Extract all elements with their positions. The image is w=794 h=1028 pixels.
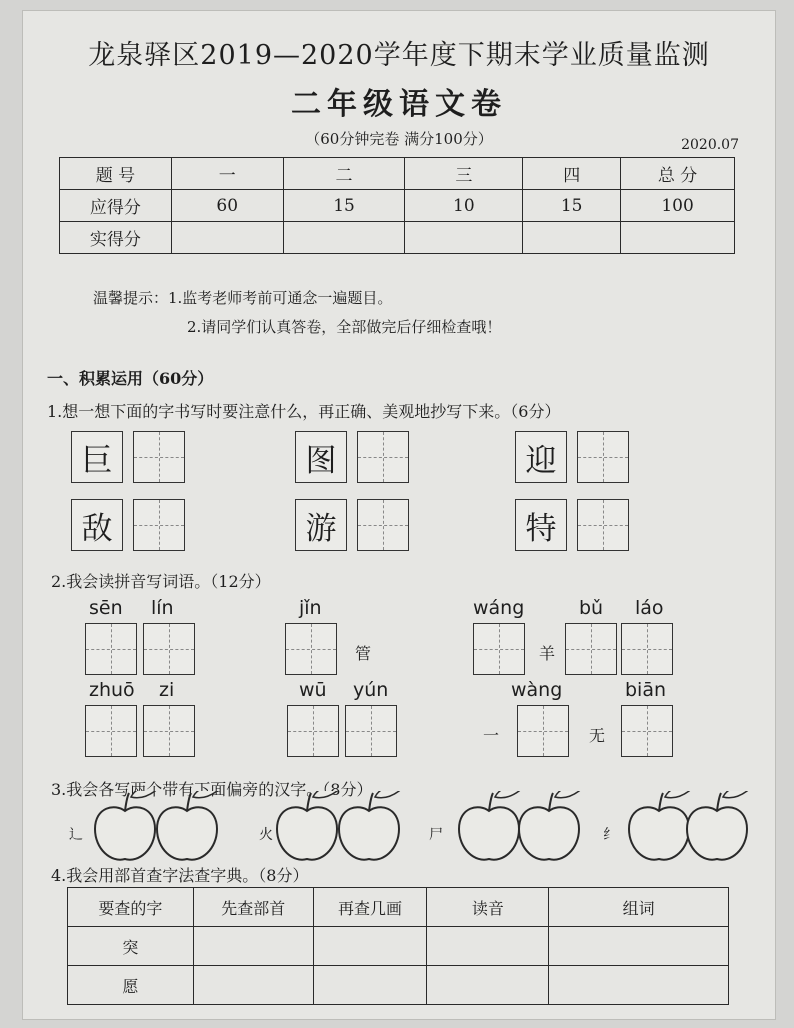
q1-char-cell bbox=[295, 431, 347, 483]
score-cell: 100 bbox=[621, 190, 735, 222]
dict-row bbox=[68, 927, 729, 966]
tip-line-2: 2.请同学们认真答卷，全部做完后仔细检查哦！ bbox=[187, 318, 502, 336]
q2-write-cell[interactable] bbox=[143, 705, 195, 757]
dict-blank-cell[interactable] bbox=[427, 927, 549, 966]
pinyin-label: sēn bbox=[89, 597, 123, 619]
score-cell: 实得分 bbox=[60, 222, 172, 254]
q2-write-cell[interactable] bbox=[565, 623, 617, 675]
apple-icon[interactable] bbox=[157, 791, 217, 860]
q1-char-cell bbox=[71, 499, 123, 551]
q1-write-cell[interactable] bbox=[577, 431, 629, 483]
exam-paper bbox=[22, 10, 776, 1020]
score-cell: 10 bbox=[405, 190, 523, 222]
section-heading: 一、积累运用（60分） bbox=[47, 369, 214, 388]
score-blank-cell[interactable] bbox=[171, 222, 283, 254]
q2-write-cell[interactable] bbox=[345, 705, 397, 757]
score-table-header bbox=[60, 158, 735, 190]
radical-label: 尸 bbox=[429, 827, 443, 843]
dict-char-cell: 突 bbox=[68, 927, 194, 966]
dict-header-row bbox=[68, 888, 729, 927]
q2-write-cell[interactable] bbox=[285, 623, 337, 675]
q1-char-cell bbox=[71, 431, 123, 483]
dict-blank-cell[interactable] bbox=[549, 966, 729, 1005]
dict-header-cell: 要查的字 bbox=[68, 888, 194, 927]
q1-write-cell[interactable] bbox=[133, 499, 185, 551]
pinyin-label: wáng bbox=[473, 597, 525, 619]
score-cell: 60 bbox=[171, 190, 283, 222]
dict-blank-cell[interactable] bbox=[313, 966, 427, 1005]
pinyin-label: lín bbox=[151, 597, 174, 619]
pinyin-label: biān bbox=[625, 679, 667, 701]
q1-char-cell bbox=[515, 431, 567, 483]
score-header-cell: 三 bbox=[405, 158, 523, 190]
q2-write-cell[interactable] bbox=[621, 705, 673, 757]
given-char: 无 bbox=[589, 726, 606, 745]
exam-note: （60分钟完卷 满分100分） bbox=[305, 130, 493, 148]
q2-write-cell[interactable] bbox=[85, 705, 137, 757]
radical-label: 辶 bbox=[69, 827, 83, 843]
dict-row bbox=[68, 966, 729, 1005]
score-header-cell: 四 bbox=[523, 158, 621, 190]
q2-write-cell[interactable] bbox=[287, 705, 339, 757]
pinyin-label: zhuō bbox=[89, 679, 135, 701]
exam-title: 龙泉驿区2019—2020学年度下期末学业质量监测 bbox=[88, 40, 710, 71]
q1-char: 游 bbox=[305, 510, 337, 547]
radical-label: 火 bbox=[259, 827, 273, 843]
score-cell: 15 bbox=[523, 190, 621, 222]
apple-icon[interactable] bbox=[459, 791, 519, 860]
dict-blank-cell[interactable] bbox=[313, 927, 427, 966]
q1-write-cell[interactable] bbox=[577, 499, 629, 551]
q1-char-cell bbox=[515, 499, 567, 551]
apple-answer-area bbox=[23, 791, 775, 871]
score-table bbox=[59, 157, 735, 254]
pinyin-label: yún bbox=[353, 679, 389, 701]
apple-icon[interactable] bbox=[519, 791, 579, 860]
exam-subtitle: 二年级语文卷 bbox=[291, 87, 507, 122]
q1-char: 巨 bbox=[81, 442, 113, 479]
pinyin-label: láo bbox=[635, 597, 664, 619]
radical-label: 纟 bbox=[603, 827, 617, 843]
q1-char-cell bbox=[295, 499, 347, 551]
q3-prompt: 3.我会各写两个带有下面偏旁的汉字。（8分） bbox=[51, 780, 373, 799]
apple-icon[interactable] bbox=[277, 791, 337, 860]
q2-write-cell[interactable] bbox=[621, 623, 673, 675]
score-cell: 15 bbox=[283, 190, 405, 222]
q1-char: 图 bbox=[305, 442, 337, 479]
q1-prompt: 1.想一想下面的字书写时要注意什么，再正确、美观地抄写下来。（6分） bbox=[47, 402, 561, 421]
dict-blank-cell[interactable] bbox=[193, 966, 313, 1005]
dictionary-table bbox=[67, 887, 729, 1005]
given-char: 一 bbox=[483, 726, 500, 745]
q1-char: 特 bbox=[525, 510, 557, 547]
q1-char: 迎 bbox=[525, 442, 557, 479]
apple-icon[interactable] bbox=[95, 791, 155, 860]
score-blank-cell[interactable] bbox=[283, 222, 405, 254]
q1-write-cell[interactable] bbox=[357, 499, 409, 551]
score-header-cell: 总 分 bbox=[621, 158, 735, 190]
dict-header-cell: 组词 bbox=[549, 888, 729, 927]
pinyin-label: bǔ bbox=[579, 597, 604, 619]
exam-date: 2020.07 bbox=[681, 137, 739, 153]
apple-icon[interactable] bbox=[687, 791, 747, 860]
pinyin-label: wàng bbox=[511, 679, 563, 701]
q2-write-cell[interactable] bbox=[473, 623, 525, 675]
score-cell: 应得分 bbox=[60, 190, 172, 222]
given-char: 羊 bbox=[539, 644, 556, 663]
score-table-row bbox=[60, 190, 735, 222]
dict-header-cell: 再查几画 bbox=[313, 888, 427, 927]
pinyin-label: jǐn bbox=[299, 597, 322, 619]
q2-write-cell[interactable] bbox=[85, 623, 137, 675]
given-char: 管 bbox=[355, 644, 372, 663]
score-header-cell: 题 号 bbox=[60, 158, 172, 190]
score-header-cell: 一 bbox=[171, 158, 283, 190]
score-table-row bbox=[60, 222, 735, 254]
dict-header-cell: 先查部首 bbox=[193, 888, 313, 927]
dict-header-cell: 读音 bbox=[427, 888, 549, 927]
apple-icon[interactable] bbox=[339, 791, 399, 860]
score-blank-cell[interactable] bbox=[405, 222, 523, 254]
apple-icon[interactable] bbox=[629, 791, 689, 860]
pinyin-label: wū bbox=[299, 679, 327, 701]
dict-blank-cell[interactable] bbox=[427, 966, 549, 1005]
score-blank-cell[interactable] bbox=[621, 222, 735, 254]
q2-write-cell[interactable] bbox=[143, 623, 195, 675]
q4-prompt: 4.我会用部首查字法查字典。（8分） bbox=[51, 866, 309, 885]
dict-blank-cell[interactable] bbox=[193, 927, 313, 966]
score-header-cell: 二 bbox=[283, 158, 405, 190]
dict-char-cell: 愿 bbox=[68, 966, 194, 1005]
q1-write-cell[interactable] bbox=[133, 431, 185, 483]
q1-char: 敌 bbox=[81, 510, 113, 547]
pinyin-label: zi bbox=[159, 679, 175, 701]
dict-blank-cell[interactable] bbox=[549, 927, 729, 966]
tip-line-1: 温馨提示：1.监考老师考前可通念一遍题目。 bbox=[93, 289, 393, 307]
score-blank-cell[interactable] bbox=[523, 222, 621, 254]
q2-write-cell[interactable] bbox=[517, 705, 569, 757]
q2-prompt: 2.我会读拼音写词语。（12分） bbox=[51, 572, 271, 591]
q1-write-cell[interactable] bbox=[357, 431, 409, 483]
